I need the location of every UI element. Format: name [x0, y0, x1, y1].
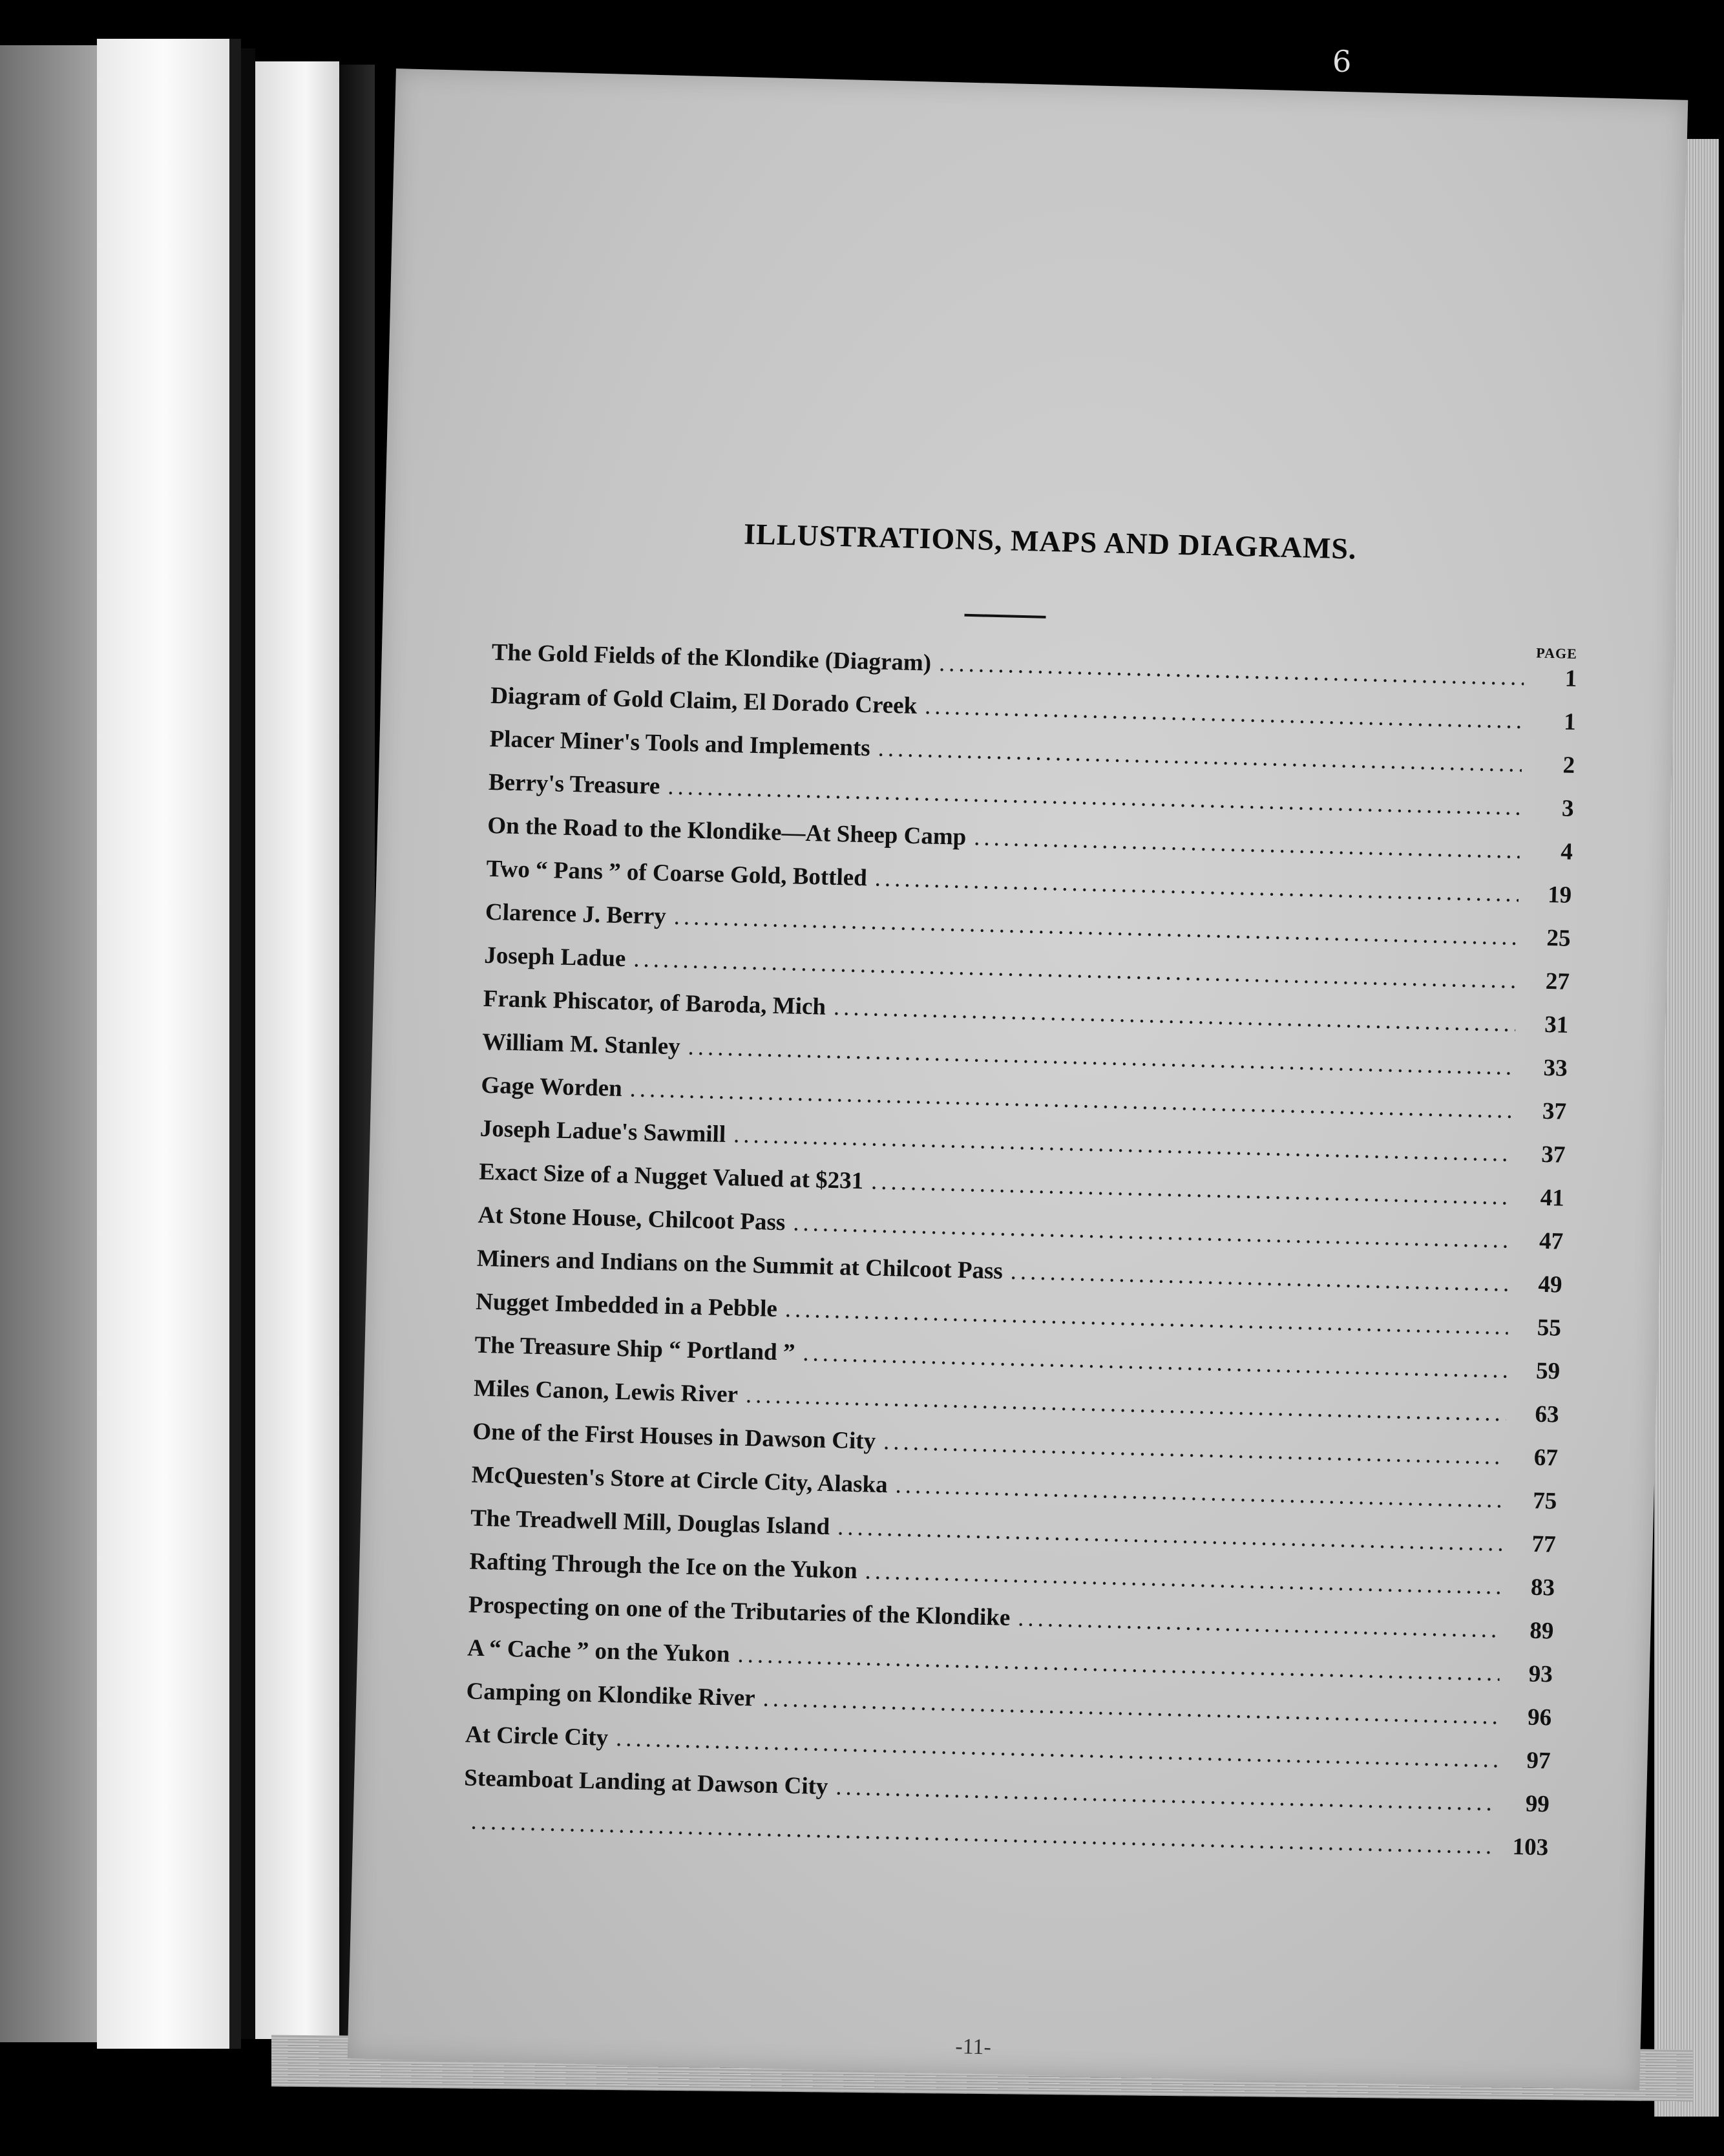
entry-page-number: 75 — [1532, 1487, 1557, 1515]
entry-title: The Treasure Ship “ Portland ” — [474, 1331, 795, 1366]
entry-page-number: 31 — [1544, 1011, 1569, 1039]
entry-title: Clarence J. Berry — [485, 898, 667, 930]
entry-title: Diagram of Gold Claim, El Dorado Creek — [490, 682, 918, 720]
dot-leader — [939, 650, 1524, 692]
entry-title: A “ Cache ” on the Yukon — [467, 1634, 731, 1668]
entry-title: Nugget Imbedded in a Pebble — [475, 1288, 778, 1323]
entry-page-number: 99 — [1525, 1790, 1550, 1818]
entry-page-number: 55 — [1537, 1314, 1562, 1342]
entry-page-number: 2 — [1562, 752, 1575, 779]
left-page-fragment — [0, 45, 97, 2042]
entry-title: Placer Miner's Tools and Implements — [489, 725, 871, 762]
entry-title: McQuesten's Store at Circle City, Alaska — [471, 1461, 888, 1499]
entry-title: Miners and Indians on the Summit at Chilcoot Pass — [476, 1245, 1004, 1285]
entry-title: At Circle City — [465, 1721, 609, 1751]
binding-gap — [241, 48, 255, 2039]
entry-title: Miles Canon, Lewis River — [473, 1375, 739, 1408]
page-heading: ILLUSTRATIONS, MAPS AND DIAGRAMS. — [743, 517, 1358, 565]
entry-title: Exact Size of a Nugget Valued at $231 — [478, 1158, 864, 1195]
illustrations-list — [463, 639, 1577, 1877]
entry-page-number: 1 — [1563, 708, 1577, 735]
entry-page-number: 1 — [1564, 665, 1577, 692]
entry-page-number: 25 — [1546, 924, 1572, 952]
entry-title: Berry's Treasure — [488, 768, 660, 800]
entry-page-number: 41 — [1540, 1184, 1565, 1212]
entry-title: Camping on Klondike River — [466, 1678, 756, 1712]
entry-page-number: 59 — [1535, 1357, 1561, 1385]
entry-page-number: 33 — [1543, 1054, 1568, 1082]
entry-title: At Stone House, Chilcoot Pass — [478, 1201, 786, 1236]
entry-title: Frank Phiscator, of Baroda, Mich — [483, 985, 826, 1020]
entry-title: Joseph Ladue — [483, 942, 626, 973]
entry-page-number: 93 — [1528, 1660, 1553, 1688]
entry-title: On the Road to the Klondike—At Sheep Camp — [487, 812, 967, 851]
entry-title: The Treadwell Mill, Douglas Island — [470, 1505, 830, 1541]
entry-page-number: 83 — [1530, 1574, 1555, 1601]
entry-page-number: 27 — [1545, 967, 1570, 995]
entry-title: William M. Stanley — [481, 1028, 681, 1061]
entry-page-number: 89 — [1529, 1617, 1554, 1645]
entry-title: Gage Worden — [481, 1072, 623, 1103]
heading-rule — [964, 614, 1046, 618]
entry-page-number: 49 — [1537, 1271, 1562, 1298]
entry-page-number: 97 — [1526, 1747, 1551, 1775]
entry-page-number: 47 — [1539, 1227, 1564, 1255]
left-page-edge — [97, 39, 241, 2049]
entry-page-number: 37 — [1542, 1097, 1567, 1125]
spine-edge — [255, 61, 339, 2039]
entry-page-number: 77 — [1531, 1530, 1557, 1558]
entry-title: One of the First Houses in Dawson City — [472, 1418, 876, 1455]
contents-page — [348, 69, 1688, 2090]
entry-page-number: 67 — [1533, 1444, 1559, 1472]
entry-title: Steamboat Landing at Dawson City — [463, 1764, 828, 1801]
entry-page-number: 96 — [1527, 1704, 1552, 1731]
corner-mark: 6 — [1332, 44, 1352, 79]
entry-page-number: 3 — [1561, 795, 1574, 822]
entry-page-number: 63 — [1535, 1400, 1560, 1428]
entry-page-number: 37 — [1540, 1141, 1566, 1168]
entry-page-number: 4 — [1560, 838, 1573, 865]
entry-page-number: 19 — [1547, 881, 1572, 909]
entry-title: Joseph Ladue's Sawmill — [479, 1115, 726, 1148]
entry-title: Rafting Through the Ice on the Yukon — [469, 1548, 858, 1585]
entry-page-number: 103 — [1512, 1834, 1549, 1861]
entry-title: The Gold Fields of the Klondike (Diagram) — [491, 639, 932, 677]
entry-title: Prospecting on one of the Tributaries of the Klondike — [468, 1591, 1011, 1631]
entry-title: Two “ Pans ” of Coarse Gold, Bottled — [486, 855, 868, 892]
page-column-label: PAGE — [1536, 644, 1578, 662]
page-folio: -11- — [954, 2034, 992, 2060]
